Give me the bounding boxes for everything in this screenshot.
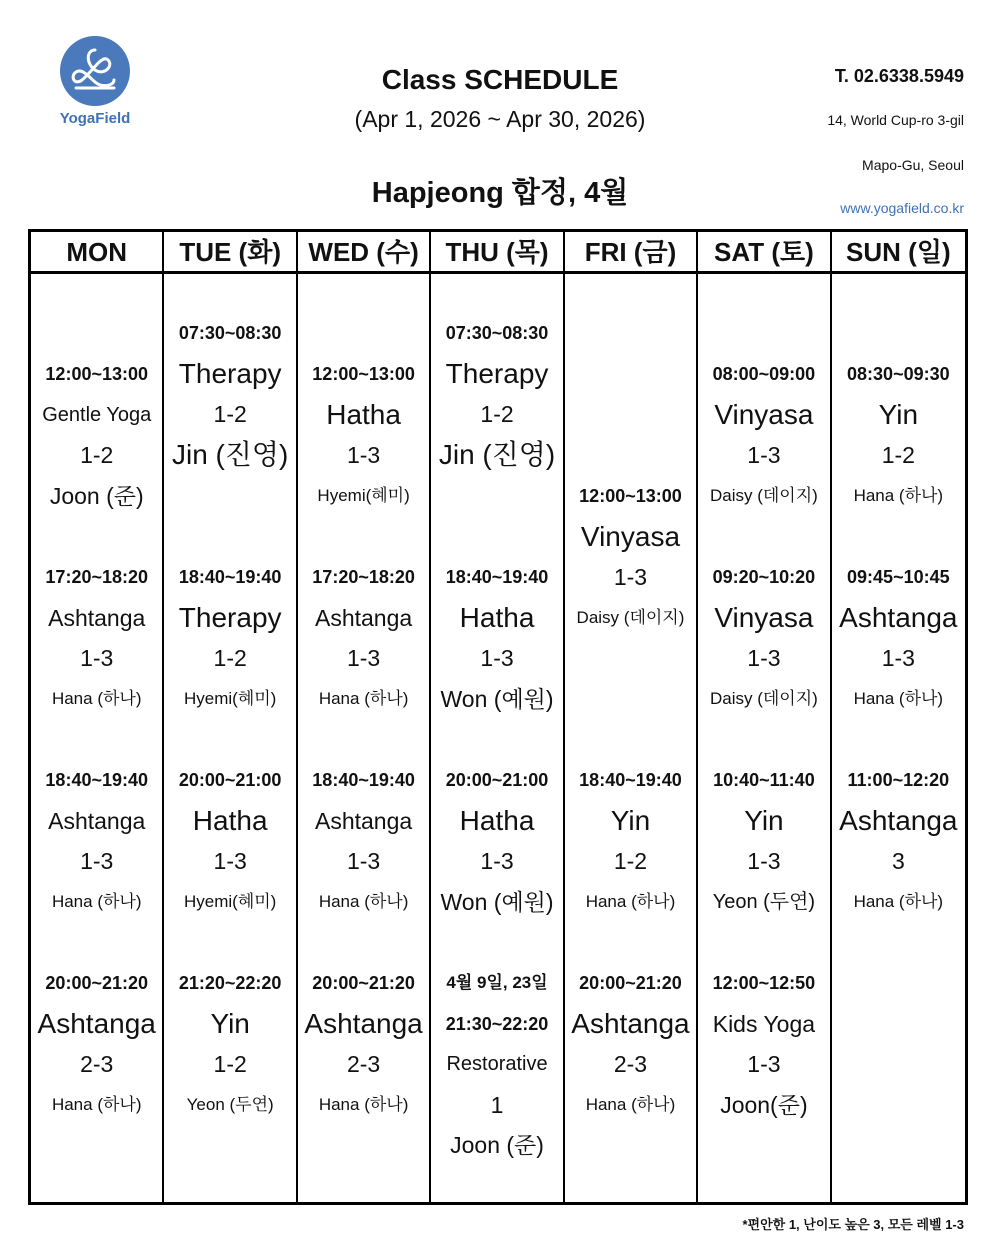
class-slot (565, 760, 696, 922)
class-time: 08:00~09:00 (712, 364, 816, 384)
day-column-wed (298, 232, 431, 1202)
class-teacher: Daisy (데이지) (576, 607, 685, 627)
class-name: Hatha (326, 398, 401, 430)
class-level: 1-2 (213, 1051, 247, 1078)
class-slot (31, 963, 162, 1125)
class-slot (31, 760, 162, 922)
class-slot (164, 760, 295, 922)
page-title: Class SCHEDULE (381, 64, 619, 95)
class-time: 17:20~18:20 (45, 567, 149, 587)
class-time: 08:30~09:30 (847, 364, 950, 384)
class-time: 12:00~13:00 (45, 364, 149, 384)
class-level: 1-3 (346, 645, 381, 672)
class-level: 1-3 (881, 645, 915, 672)
address-line-1: 14, World Cup-ro 3-gil (827, 112, 964, 128)
class-name: Ashtanga (304, 1007, 423, 1039)
class-teacher: Hana (하나) (318, 688, 409, 708)
class-time: 18:40~19:40 (178, 567, 282, 587)
day-column-sun (832, 232, 965, 1202)
class-teacher: Daisy (데이지) (709, 485, 818, 505)
day-column-thu (431, 232, 564, 1202)
day-column-tue (164, 232, 297, 1202)
class-slot (164, 557, 295, 719)
class-name: Therapy (178, 601, 282, 633)
class-time: 12:00~13:00 (579, 486, 682, 506)
brand-name: YogaField (59, 110, 131, 127)
class-time: 20:00~21:20 (312, 973, 415, 993)
class-name: Ashtanga (314, 604, 413, 631)
class-teacher: Hana (하나) (318, 891, 409, 911)
class-name: Hatha (192, 804, 268, 836)
day-header: SAT (토) (698, 232, 829, 274)
class-name: Ashtanga (839, 601, 958, 633)
class-time: 20:00~21:00 (178, 770, 282, 790)
class-time: 20:00~21:00 (445, 770, 549, 790)
class-level: 1-3 (747, 1051, 781, 1078)
class-name: Yin (744, 804, 784, 836)
class-level: 1-2 (480, 401, 514, 428)
class-name: Hatha (459, 601, 535, 633)
class-level: 1-2 (213, 645, 247, 672)
class-slot (431, 557, 562, 719)
class-teacher: Jin (진영) (171, 438, 289, 470)
class-name: Yin (610, 804, 651, 836)
class-teacher: Hana (하나) (51, 688, 142, 708)
class-slot (832, 760, 965, 922)
schedule-period: (Apr 1, 2026 ~ Apr 30, 2026) (354, 106, 646, 132)
class-level: 2-3 (346, 1051, 381, 1078)
class-slot (431, 963, 562, 1166)
day-column-mon (31, 232, 164, 1202)
class-slot (431, 313, 562, 475)
class-teacher: Hyemi(혜미) (317, 485, 410, 505)
class-time: 07:30~08:30 (178, 323, 282, 343)
class-time: 21:20~22:20 (178, 973, 282, 993)
class-name: Gentle Yoga (42, 403, 152, 426)
class-level: 2-3 (80, 1051, 114, 1078)
class-name: Ashtanga (571, 1007, 690, 1039)
class-teacher: Daisy (데이지) (709, 688, 818, 708)
class-time: 18:40~19:40 (579, 770, 682, 790)
class-teacher: Hana (하나) (853, 485, 944, 505)
class-time: 11:00~12:20 (847, 770, 950, 790)
day-header: THU (목) (431, 232, 562, 274)
class-level: 2-3 (613, 1051, 648, 1078)
class-name: Ashtanga (839, 804, 958, 836)
class-name: Kids Yoga (712, 1010, 816, 1037)
class-level: 1-3 (747, 848, 781, 875)
class-dates: 4월 9일, 23일 (446, 973, 548, 992)
class-level: 1-3 (480, 848, 514, 875)
class-slot (31, 354, 162, 516)
day-header: FRI (금) (565, 232, 696, 274)
class-name: Therapy (445, 357, 549, 389)
class-name: Yin (210, 1007, 250, 1039)
class-teacher: Jin (진영) (438, 438, 556, 470)
class-time: 18:40~19:40 (45, 770, 149, 790)
class-teacher: Hana (하나) (585, 1094, 676, 1114)
class-time: 12:00~13:00 (312, 364, 415, 384)
class-teacher: Hyemi(혜미) (183, 688, 277, 708)
class-teacher: Joon (준) (450, 1132, 544, 1159)
class-level: 1-3 (80, 645, 114, 672)
class-teacher: Joon(준) (720, 1091, 808, 1118)
class-slot (298, 557, 429, 719)
class-slot (698, 963, 829, 1125)
phone-number: T. 02.6338.5949 (834, 66, 964, 86)
class-level: 1-2 (881, 442, 915, 469)
class-level: 1-3 (346, 442, 381, 469)
class-slot (565, 963, 696, 1125)
class-level: 1-2 (613, 848, 648, 875)
class-slot (832, 354, 965, 516)
class-slot (298, 354, 429, 516)
class-level: 1-2 (80, 442, 114, 469)
class-level: 1 (490, 1091, 504, 1118)
class-name: Ashtanga (37, 1007, 156, 1039)
class-name: Vinyasa (580, 520, 681, 552)
class-level: 3 (891, 848, 905, 875)
class-slot (164, 963, 295, 1125)
class-time: 09:20~10:20 (712, 567, 816, 587)
class-level: 1-2 (213, 401, 247, 428)
class-time: 18:40~19:40 (312, 770, 415, 790)
class-name: Yin (878, 398, 919, 430)
class-teacher: Won (예원) (440, 685, 554, 712)
class-level: 1-3 (213, 848, 247, 875)
class-name: Ashtanga (314, 807, 413, 834)
class-level: 1-3 (747, 442, 781, 469)
class-teacher: Joon (준) (49, 482, 144, 509)
class-teacher: Hyemi(혜미) (183, 891, 277, 911)
class-level: 1-3 (80, 848, 114, 875)
class-name: Hatha (459, 804, 535, 836)
class-slot (698, 557, 829, 719)
level-footnote: *편안한 1, 난이도 높은 3, 모든 레벨 1-3 (742, 1217, 964, 1232)
website-link[interactable]: www.yogafield.co.kr (840, 200, 964, 216)
class-time: 21:30~22:20 (445, 1013, 549, 1034)
branch-name: Hapjeong 합정, 4월 (371, 177, 629, 209)
class-time: 20:00~21:20 (579, 973, 682, 993)
class-name: Restorative (446, 1053, 548, 1076)
day-header: MON (31, 232, 162, 274)
class-level: 1-3 (747, 645, 781, 672)
class-teacher: Hana (하나) (318, 1094, 409, 1114)
class-slot (698, 354, 829, 516)
class-level: 1-3 (613, 564, 648, 591)
class-slot (298, 760, 429, 922)
class-slot (31, 557, 162, 719)
class-time: 09:45~10:45 (847, 567, 950, 587)
day-header: SUN (일) (832, 232, 965, 274)
class-time: 10:40~11:40 (713, 770, 815, 790)
class-teacher: Hana (하나) (853, 891, 944, 911)
class-name: Vinyasa (714, 601, 814, 633)
class-slot (565, 476, 696, 638)
class-name: Ashtanga (48, 807, 146, 834)
class-teacher: Yeon (두연) (186, 1094, 274, 1114)
class-level: 1-3 (346, 848, 381, 875)
class-name: Vinyasa (714, 398, 814, 430)
class-time: 18:40~19:40 (445, 567, 549, 587)
class-slot (431, 760, 562, 922)
class-slot (164, 313, 295, 475)
yogafield-logo-icon (56, 36, 134, 106)
class-slot (698, 760, 829, 922)
class-time: 07:30~08:30 (445, 323, 549, 343)
class-slot (298, 963, 429, 1125)
schedule-grid (28, 229, 968, 1205)
day-column-fri (565, 232, 698, 1202)
class-name: Therapy (178, 357, 282, 389)
day-header: TUE (화) (164, 232, 295, 274)
class-teacher: Hana (하나) (585, 891, 676, 911)
class-teacher: Yeon (두연) (712, 890, 816, 913)
class-teacher: Hana (하나) (51, 891, 142, 911)
class-teacher: Won (예원) (440, 888, 554, 915)
class-teacher: Hana (하나) (51, 1094, 142, 1114)
day-column-sat (698, 232, 831, 1202)
class-slot (832, 557, 965, 719)
class-time: 20:00~21:20 (45, 973, 149, 993)
class-time: 12:00~12:50 (712, 973, 816, 993)
class-teacher: Hana (하나) (853, 688, 944, 708)
class-level: 1-3 (480, 645, 514, 672)
logo (50, 36, 140, 127)
class-name: Ashtanga (48, 604, 146, 631)
day-header: WED (수) (298, 232, 429, 274)
class-time: 17:20~18:20 (312, 567, 415, 587)
address-line-2: Mapo-Gu, Seoul (862, 157, 964, 173)
